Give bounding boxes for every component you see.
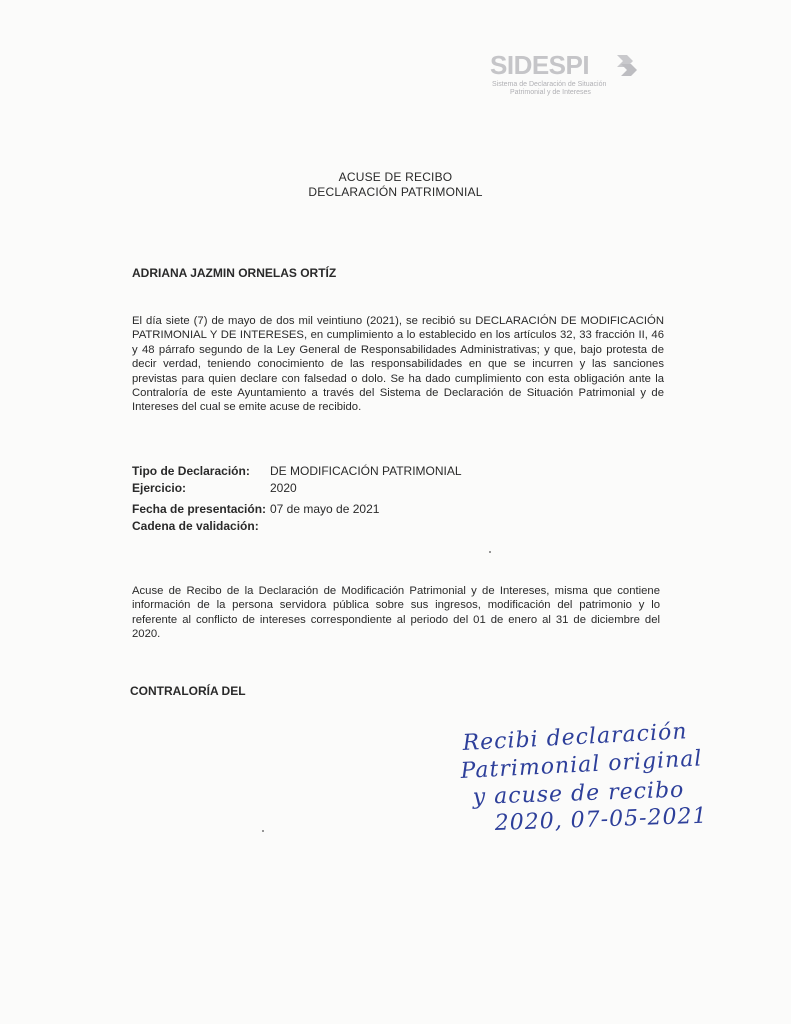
field-ejercicio [132,480,297,496]
handwritten-note [455,719,755,838]
signature-block: CONTRALORÍA DEL [130,684,246,698]
document-title-line1: ACUSE DE RECIBO [338,170,453,184]
logo-subtitle-1: Sistema de Declaración de Situación [492,81,607,88]
arrows-icon [615,52,639,78]
body-paragraph: El día siete (7) de mayo de dos mil veintiuno (2021), se recibió su DECLARACIÓN DE MODIFICACIÓN PATRIMONIAL Y DE INTERESES, en cumplimiento a lo establecido en los artículos 32, 33 fracción II, 46 y 48 párrafo segundo de la Ley General de Responsabilidades Administrativas; y que, bajo protesta de decir verdad, teniendo conocimiento de las responsabilidades en que se incurren y las sanciones previstas para quien declare con falsedad o dolo. Se ha dado cumplimiento con esta obligación ante la Contraloría de este Ayuntamiento a través del Sistema de Declaración de Situación Patrimonial y de Intereses del cual se emite acuse de recibido. [132,315,664,414]
scan-speck [262,830,264,832]
field-ejercicio-label: Ejercicio: [132,481,187,495]
field-ejercicio-value: 2020 [270,481,297,495]
field-cadena [132,518,270,534]
field-tipo-label: Tipo de Declaración: [132,464,250,478]
field-fecha [132,501,379,517]
field-fecha-value: 07 de mayo de 2021 [270,502,380,516]
field-cadena-label: Cadena de validación: [132,519,259,533]
handwritten-line2: Patrimonial original [460,746,704,784]
logo-brand: SIDESPI [490,50,590,80]
recipient-name: ADRIANA JAZMIN ORNELAS ORTÍZ [132,266,337,280]
field-tipo-value: DE MODIFICACIÓN PATRIMONIAL [270,464,462,478]
handwritten-line3: y acuse de recibo [472,777,685,810]
logo-subtitle-2: Patrimonial y de Intereses [510,89,591,96]
scan-speck [489,551,491,553]
field-tipo [132,463,462,479]
handwritten-line4: 2020, 07-05-2021 [494,803,708,836]
handwritten-line1: Recibi declaración [462,719,689,756]
field-fecha-label: Fecha de presentación: [132,502,267,516]
document-title-line2: DECLARACIÓN PATRIMONIAL [308,185,483,199]
footer-paragraph: Acuse de Recibo de la Declaración de Modificación Patrimonial y de Intereses, misma que contiene información de la persona servidora pública sobre sus ingresos, modificación del patrimonio y lo referente al conflicto de intereses correspondiente al periodo del 01 de enero al 31 de diciembre del 2020. [132,585,660,641]
sidespi-logo [490,50,640,110]
